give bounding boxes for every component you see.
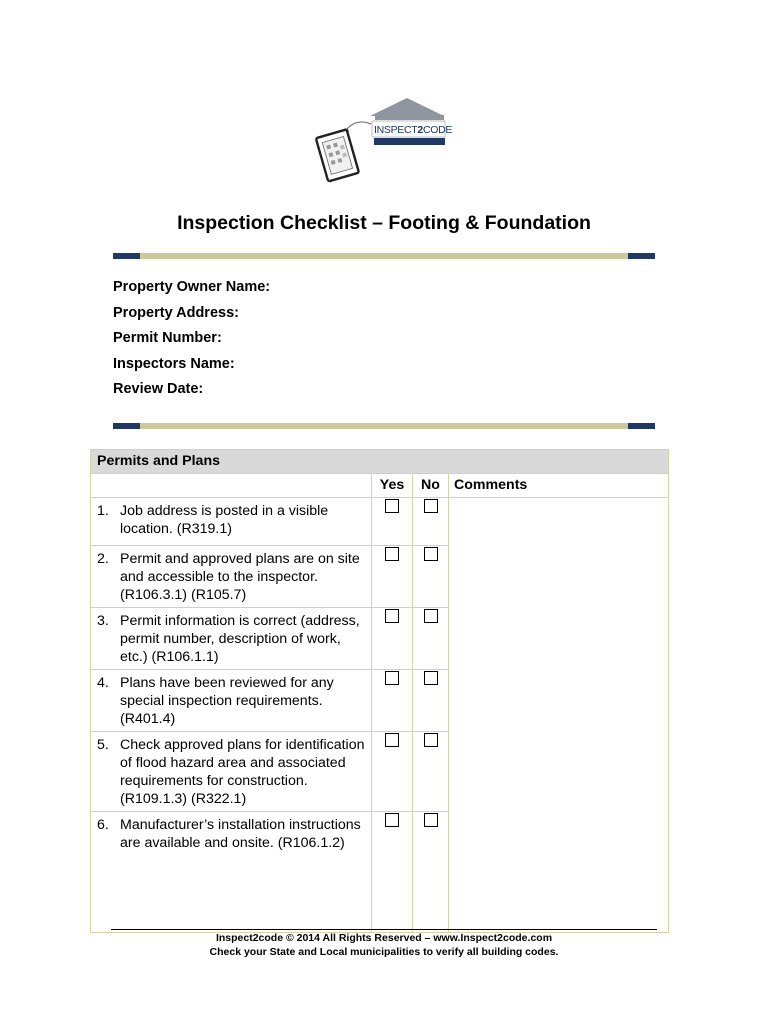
- house-tablet-icon: [305, 96, 465, 188]
- checklist-item: [91, 732, 372, 812]
- item-text: Check approved plans for identification of flood hazard area and associated requirements for construction. (R109.1.3) (R322.1): [120, 737, 365, 807]
- property-info: [113, 278, 270, 406]
- item-number: 3.: [97, 613, 109, 629]
- permits-plans-table: [90, 449, 669, 933]
- checklist-item: [91, 812, 372, 933]
- item-number: 1.: [97, 503, 109, 519]
- no-checkbox[interactable]: [424, 813, 438, 827]
- no-checkbox[interactable]: [424, 671, 438, 685]
- checklist-item: [91, 608, 372, 670]
- inspect2code-logo: [305, 96, 465, 188]
- table-row: [91, 498, 669, 546]
- checklist-item: [91, 498, 372, 546]
- section-title: Permits and Plans: [91, 450, 669, 474]
- item-text: Plans have been reviewed for any special inspection requirements. (R401.4): [120, 675, 334, 727]
- inspectors-name-label: Inspectors Name:: [113, 355, 235, 372]
- property-address-label: Property Address:: [113, 304, 239, 321]
- yes-checkbox[interactable]: [385, 609, 399, 623]
- yes-checkbox[interactable]: [385, 499, 399, 513]
- checklist-item: [91, 670, 372, 732]
- permit-number-label: Permit Number:: [113, 330, 222, 347]
- item-text: Permit information is correct (address, permit number, description of work, etc.) (R106.1.1): [120, 613, 360, 665]
- yes-checkbox[interactable]: [385, 733, 399, 747]
- checklist-item: [91, 546, 372, 608]
- no-checkbox[interactable]: [424, 733, 438, 747]
- item-text: Manufacturer’s installation instructions are available and onsite. (R106.1.2): [120, 817, 361, 851]
- item-number: 5.: [97, 737, 109, 753]
- no-checkbox[interactable]: [424, 499, 438, 513]
- footer-divider: [111, 929, 657, 930]
- column-header-item: [91, 474, 372, 498]
- yes-checkbox[interactable]: [385, 671, 399, 685]
- review-date-label: Review Date:: [113, 381, 204, 398]
- no-checkbox[interactable]: [424, 609, 438, 623]
- column-header-comments: Comments: [449, 474, 669, 498]
- svg-text:INSPECT2CODE: INSPECT2CODE: [374, 124, 453, 136]
- title-divider: [113, 253, 655, 259]
- copyright-notice: Inspect2code © 2014 All Rights Reserved – www.Inspect2code.com: [215, 932, 553, 944]
- yes-checkbox[interactable]: [385, 547, 399, 561]
- building-code-disclaimer: Check your State and Local municipalities to verify all building codes.: [209, 946, 559, 958]
- document-title: Inspection Checklist – Footing & Foundation: [177, 212, 591, 234]
- item-text: Job address is posted in a visible location. (R319.1): [120, 503, 329, 537]
- item-text: Permit and approved plans are on site and accessible to the inspector. (R106.3.1) (R105.7): [120, 551, 360, 603]
- info-divider: [113, 423, 655, 429]
- item-number: 2.: [97, 551, 109, 567]
- item-number: 4.: [97, 675, 109, 691]
- comments-field[interactable]: [449, 498, 669, 933]
- yes-checkbox[interactable]: [385, 813, 399, 827]
- column-header-no: No: [413, 474, 449, 498]
- property-owner-name-label: Property Owner Name:: [113, 279, 271, 295]
- column-header-yes: Yes: [372, 474, 413, 498]
- item-number: 6.: [97, 817, 109, 833]
- no-checkbox[interactable]: [424, 547, 438, 561]
